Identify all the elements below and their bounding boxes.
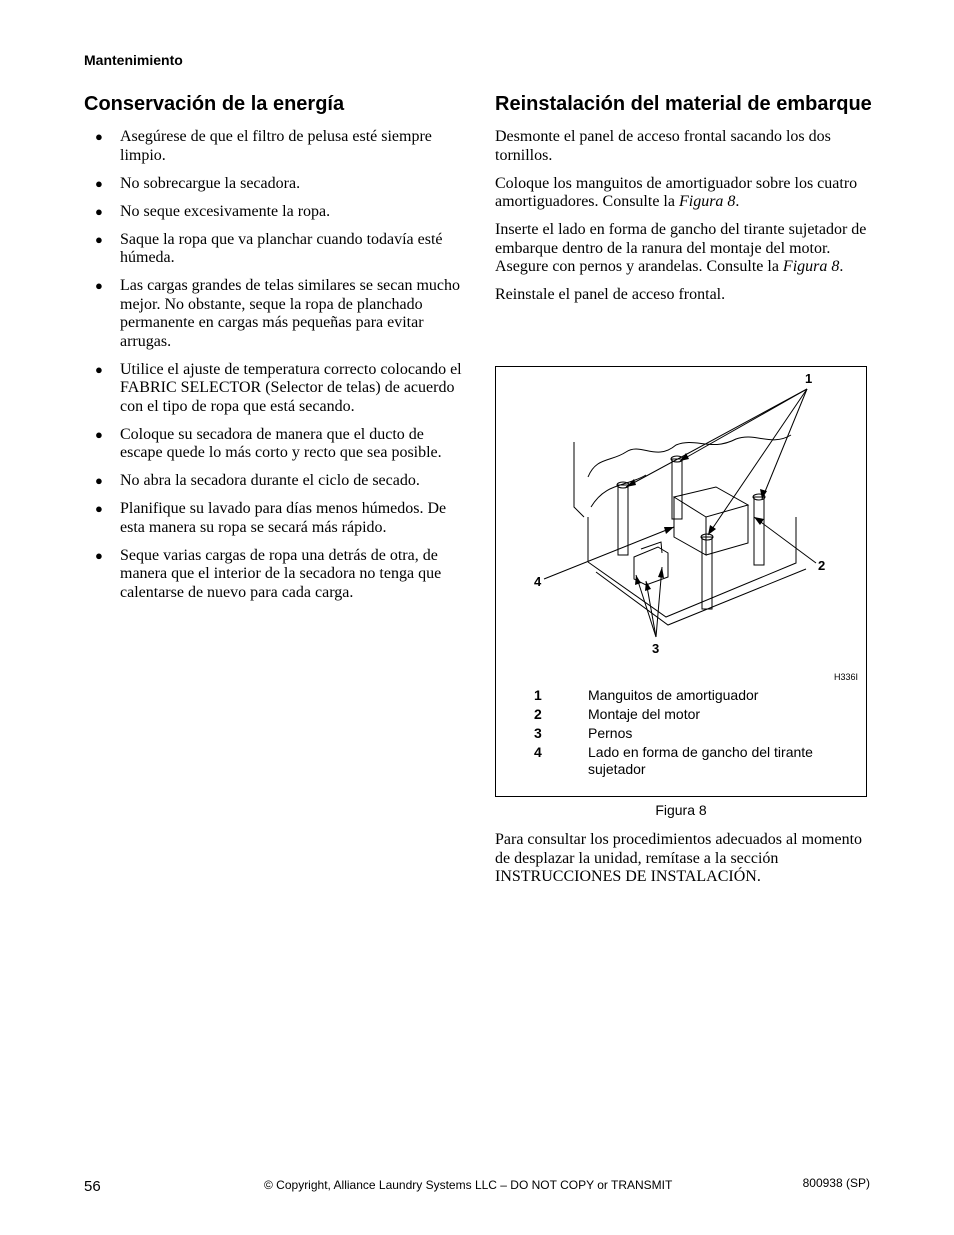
dryer-base-illustration	[496, 367, 868, 667]
bullet-icon: ●	[95, 175, 103, 191]
paragraph: Inserte el lado en forma de gancho del tirante sujetador de embarque dentro de la ranura del montaje del motor. Asegure con pernos y arandelas. Consulte la Figura 8.	[495, 221, 867, 275]
legend-item: 2 Montaje del motor	[534, 706, 701, 722]
figure-code: H336I	[833, 672, 858, 682]
callout-2: 2	[818, 558, 826, 573]
bullet-icon: ●	[95, 547, 103, 563]
figure-8-box	[495, 366, 867, 797]
list-item: ● No seque excesivamente la ropa.	[95, 202, 331, 220]
list-item: ● No sobrecargue la secadora.	[95, 174, 301, 192]
page-footer	[84, 1176, 870, 1196]
paragraph: Reinstale el panel de acceso frontal.	[495, 286, 726, 303]
bullet-icon: ●	[95, 361, 103, 377]
list-item: ● Las cargas grandes de telas similares se secan mucho mejor. No obstante, seque la ropa de planchado permanente en cargas más pequeñas para evitar arrugas.	[95, 277, 461, 350]
shipping-material-title: Reinstalación del material de embarque	[495, 93, 872, 115]
bullet-icon: ●	[95, 473, 103, 488]
list-item: ● Saque la ropa que va planchar cuando todavía esté húmeda.	[95, 230, 443, 266]
bullet-icon: ●	[95, 278, 103, 293]
bullet-icon: ●	[95, 203, 103, 219]
callout-3: 3	[652, 641, 660, 656]
list-item: ● Utilice el ajuste de temperatura correcto colocando el FABRIC SELECTOR (Selector de telas) de acuerdo con el tipo de ropa que está secando.	[95, 360, 462, 415]
section-header: Mantenimiento	[84, 52, 183, 68]
list-item: ● Planifique su lavado para días menos húmedos. De esta manera su ropa se secará más rápido.	[95, 500, 447, 536]
energy-tips-list	[84, 128, 462, 602]
bullet-icon: ●	[95, 426, 103, 442]
energy-conservation-title: Conservación de la energía	[84, 93, 345, 115]
figure-reference: Figura 8	[782, 258, 840, 275]
figure-legend	[532, 687, 852, 780]
callout-1: 1	[805, 371, 813, 386]
paragraph: Para consultar los procedimientos adecuados al momento de desplazar la unidad, remítase a la sección INSTRUCCIONES DE INSTALACIÓN.	[495, 831, 863, 885]
legend-item: 3 Pernos	[534, 725, 633, 741]
figure-reference: Figura 8	[678, 193, 736, 210]
list-item: ● No abra la secadora durante el ciclo de secado.	[95, 472, 420, 489]
bullet-icon: ●	[95, 501, 103, 516]
energy-conservation-section	[84, 92, 462, 612]
list-item: ● Asegúrese de que el filtro de pelusa esté siempre limpio.	[95, 128, 432, 164]
figure-caption: Figura 8	[655, 802, 707, 818]
shipping-material-section	[495, 92, 873, 314]
bullet-icon: ●	[95, 231, 103, 247]
document-number: 800938 (SP)	[802, 1176, 870, 1190]
paragraph: Coloque los manguitos de amortiguador sobre los cuatro amortiguadores. Consulte la Figura 8.	[495, 174, 858, 210]
legend-item: 1 Manguitos de amortiguador	[534, 687, 759, 703]
paragraph: Desmonte el panel de acceso frontal sacando los dos tornillos.	[495, 128, 831, 164]
page-number: 56	[84, 1178, 101, 1195]
list-item: ● Coloque su secadora de manera que el ducto de escape quede lo más corto y recto que sea posible.	[95, 425, 442, 461]
callout-4: 4	[534, 574, 542, 589]
list-item: ● Seque varias cargas de ropa una detrás de otra, de manera que el interior de la secadora no tenga que calentarse de nuevo para cada carga.	[95, 546, 442, 601]
moving-instructions-note	[495, 831, 873, 896]
copyright-notice: © Copyright, Alliance Laundry Systems LLC – DO NOT COPY or TRANSMIT	[264, 1178, 673, 1192]
legend-item: 4 Lado en forma de gancho del tirante sujetador	[534, 744, 813, 777]
bullet-icon: ●	[95, 129, 103, 144]
